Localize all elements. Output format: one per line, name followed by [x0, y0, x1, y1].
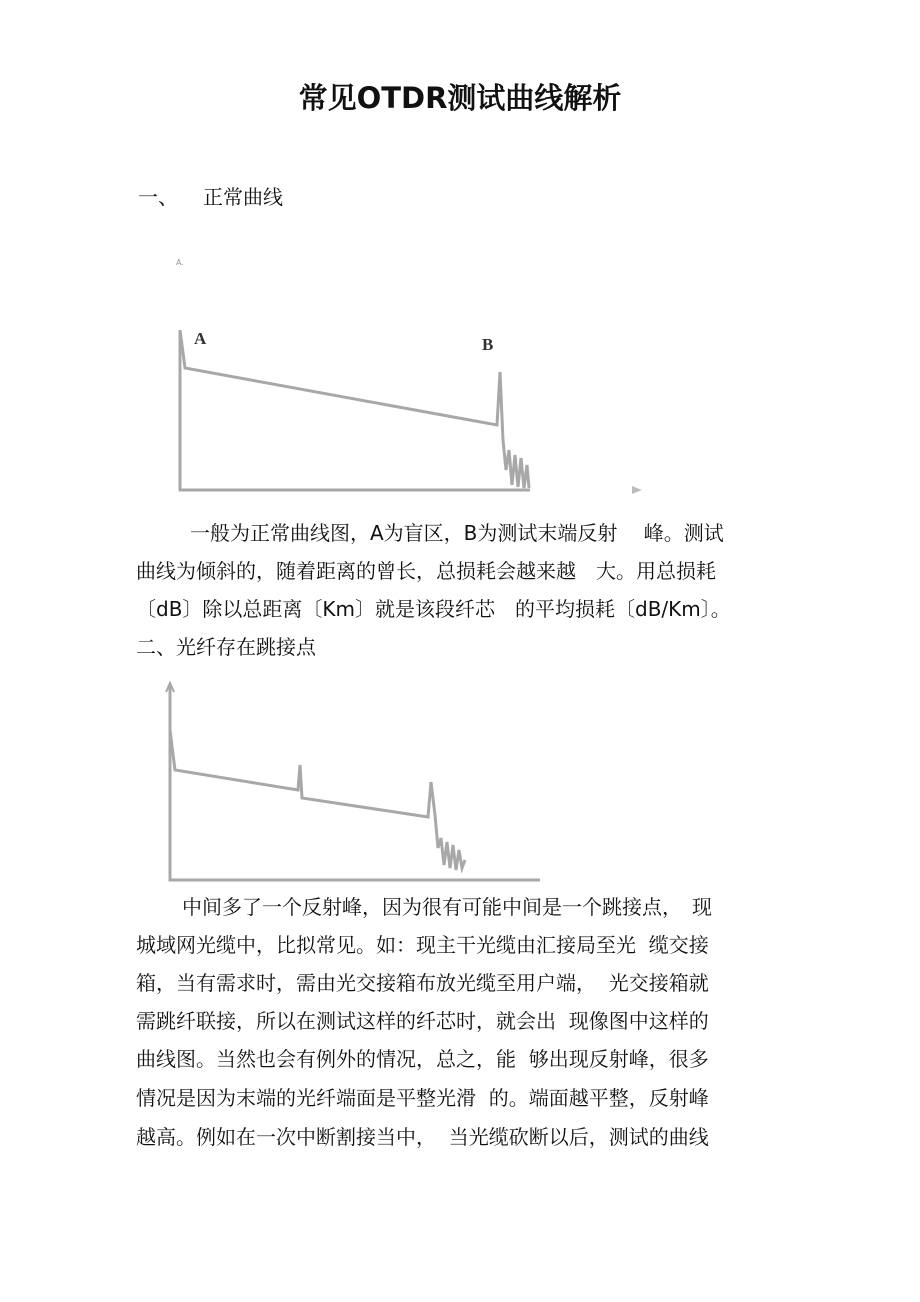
figure-1-trace — [180, 330, 529, 488]
page-title: 常见OTDR测试曲线解析 — [298, 81, 622, 115]
paragraph-1-line-3: 〔dB〕除以总距离〔Km〕就是该段纤芯 的平均损耗〔dB/Km〕。 — [136, 597, 731, 621]
figure-1-label-a: A — [194, 329, 207, 348]
paragraph-2-line-1: 中间多了一个反射峰，因为很有可能中间是一个跳接点， 现 — [182, 895, 712, 919]
paragraph-2-line-2: 城域网光缆中，比拟常见。如：现主干光缆由汇接局至光 缆交接 — [136, 933, 709, 957]
figure-normal-curve — [176, 258, 642, 494]
paragraph-2-line-4: 需跳纤联接，所以在测试这样的纤芯时，就会出 现像图中这样的 — [136, 1009, 709, 1033]
figure-2-trace — [170, 730, 465, 870]
section-1-number: 一、 — [138, 185, 178, 209]
section-2-heading: 二、光纤存在跳接点 — [136, 635, 316, 659]
paragraph-2-line-5: 曲线图。当然也会有例外的情况，总之，能 够出现反射峰，很多 — [136, 1047, 709, 1071]
figure-1-axes — [180, 330, 530, 490]
paragraph-2-line-3: 箱，当有需求时，需由光交接箱布放光缆至用户端， 光交接箱就 — [136, 971, 709, 995]
figure-1-label-b: B — [482, 335, 494, 354]
paragraph-2-line-7: 越高。例如在一次中断割接当中， 当光缆砍断以后，测试的曲线 — [136, 1125, 709, 1149]
paragraph-1-line-2: 曲线为倾斜的，随着距离的曾长，总损耗会越来越 大。用总损耗 — [136, 559, 716, 583]
figure-splice-curve — [166, 683, 540, 880]
paragraph-2-line-6: 情况是因为末端的光纤端面是平整光滑 的。端面越平整，反射峰 — [136, 1086, 709, 1110]
figure-1-arrow-icon — [632, 486, 642, 494]
figure-2-axes — [170, 685, 540, 880]
paragraph-1-line-1: 一般为正常曲线图，A为盲区，B为测试末端反射 峰。测试 — [190, 521, 724, 545]
section-1-heading: 正常曲线 — [203, 185, 283, 209]
figure-1-small-caption: A. — [176, 258, 184, 267]
